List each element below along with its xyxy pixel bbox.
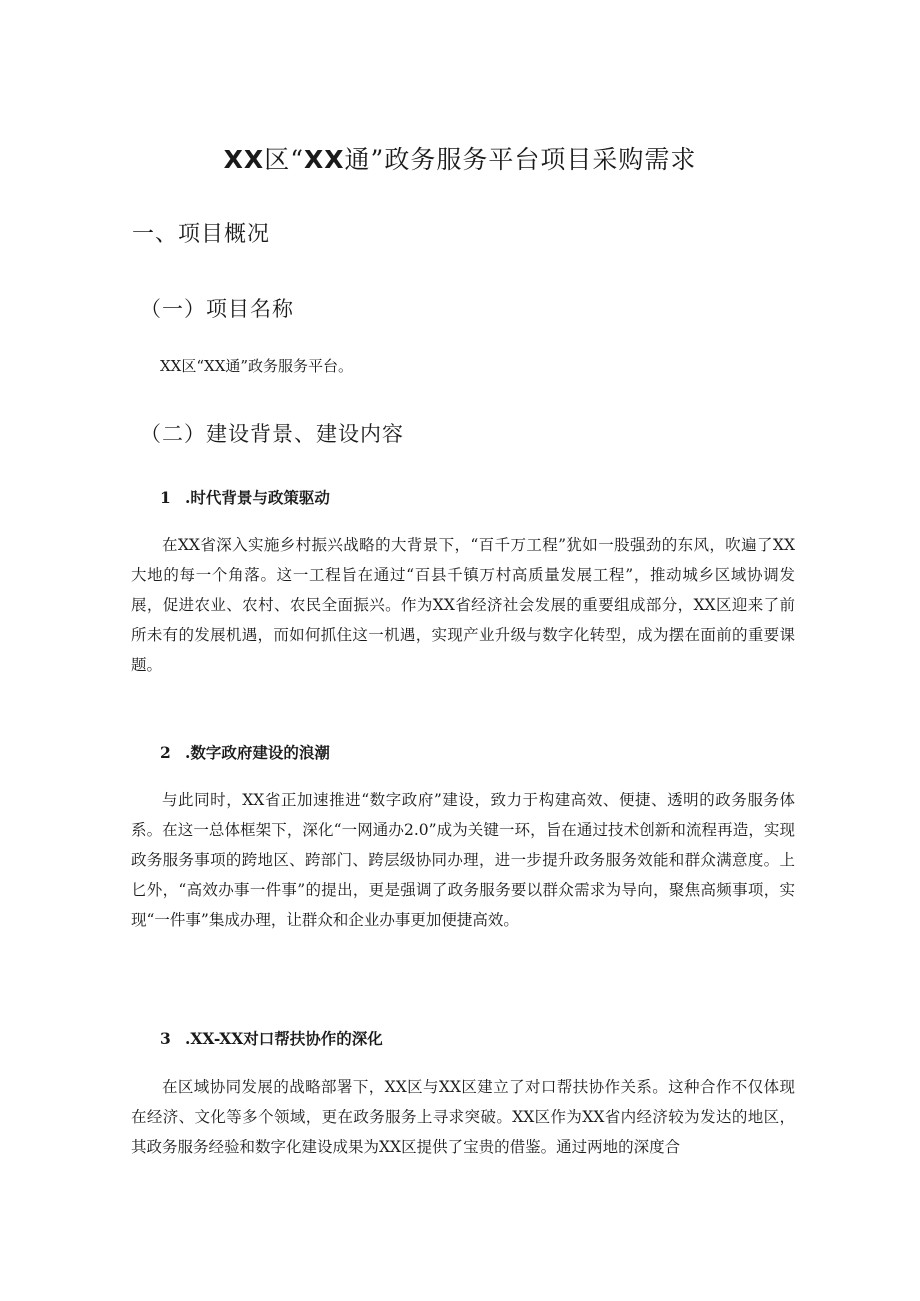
title-prefix: XX: [223, 145, 265, 174]
item-paragraph-3: 在区域协同发展的战略部署下，XX区与XX区建立了对口帮扶协作关系。这种合作不仅体现在经济、文化等多个领域，更在政务服务上寻求突破。XX区作为XX省内经济较为发达的地区，其政务服务经验和数字化建设成果为XX区提供了宝贵的借鉴。通过两地的深度合: [131, 1078, 795, 1156]
item-number: 3: [160, 1029, 171, 1048]
item-number: 2: [160, 743, 171, 762]
section-heading-overview: 一、项目概况: [132, 222, 271, 247]
item-heading-3: [160, 1027, 383, 1049]
item-number: 1: [160, 488, 171, 507]
item-paragraph-2: 与此同时，XX省正加速推进“数字政府”建设，致力于构建高效、便捷、透明的政务服务体系。在这一总体框架下，深化“一网通办2.0”成为关键一环，旨在通过技术创新和流程再造，实现政务服务事项的跨地区、跨部门、跨层级协同办理，进一步提升政务服务效能和群众满意度。上匕外，“高效办事一件事”的提出，更是强调了政务服务要以群众需求为导向，聚焦高频事项，实现“一件事”集成办理，让群众和企业办事更加便捷高效。: [131, 791, 795, 929]
item-title: .数字政府建设的浪潮: [185, 743, 330, 762]
subsection-heading-project-name: （一）项目名称: [140, 297, 294, 321]
item-heading-2: [160, 741, 330, 763]
subsection-heading-background: （二）建设背景、建设内容: [140, 422, 404, 446]
title-mid: XX: [303, 145, 345, 174]
item-title: .时代背景与政策驱动: [185, 488, 330, 507]
title-part1: 区“: [264, 145, 304, 174]
item-paragraph-1: 在XX省深入实施乡村振兴战略的大背景下，“百千万工程”犹如一股强劲的东风，吹遍了XX大地的每一个角落。这一工程旨在通过“百县千镇万村高质量发展工程”，推动城乡区域协调发展，促进农业、农村、农民全面振兴。作为XX省经济社会发展的重要组成部分，XX区迎来了前所未有的发展机遇，而如何抓住这一机遇，实现产业升级与数字化转型，成为摆在面前的重要课题。: [131, 536, 795, 674]
item-heading-1: [160, 486, 330, 508]
title-part2: 通”政务服务平台项目采购需求: [344, 145, 697, 174]
document-title: [0, 140, 920, 176]
project-name-text: XX区“XX通”政务服务平台。: [160, 357, 354, 375]
item-title: .XX-XX对口帮扶协作的深化: [185, 1029, 383, 1048]
